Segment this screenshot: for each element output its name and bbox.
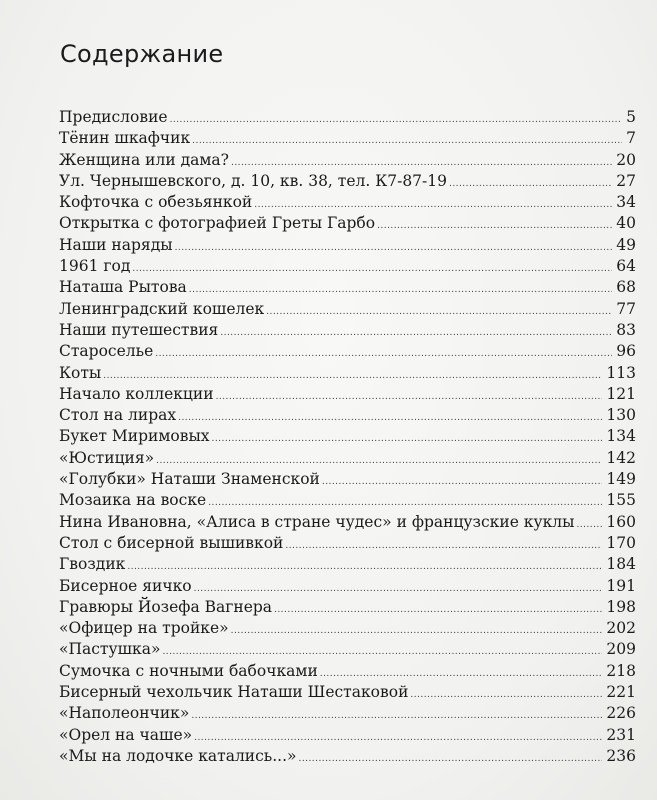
toc-dot-leader — [576, 512, 602, 533]
page-title: Содержание — [60, 40, 224, 68]
toc-entry-page-number: 96 — [616, 342, 636, 361]
toc-dot-leader — [170, 107, 623, 128]
toc-dot-leader — [155, 341, 612, 362]
toc-entry-title: Предисловие — [59, 108, 168, 126]
toc-entry — [59, 426, 636, 447]
toc-entry — [59, 682, 636, 703]
toc-entry — [59, 150, 636, 171]
toc-entry — [59, 320, 636, 341]
toc-dot-leader — [299, 746, 603, 767]
toc-dot-leader — [410, 682, 602, 703]
toc-entry-title: Бисерный чехольчик Наташи Шестаковой — [59, 683, 409, 702]
toc-entry-title: Гвоздик — [59, 555, 126, 574]
toc-entry — [59, 618, 636, 639]
toc-entry — [59, 235, 636, 256]
toc-dot-leader — [178, 405, 602, 426]
toc-dot-leader — [103, 363, 602, 384]
table-of-contents — [59, 107, 636, 767]
toc-entry-title: Староселье — [59, 342, 154, 361]
toc-entry — [59, 299, 636, 320]
toc-entry-page-number: 121 — [606, 384, 636, 403]
toc-entry-title: Наташа Рытова — [59, 278, 187, 297]
toc-entry-page-number: 27 — [616, 171, 636, 190]
toc-entry-title: Ул. Чернышевского, д. 10, кв. 38, тел. К7-87-19 — [59, 171, 448, 190]
toc-entry-title: Кофточка с обезьянкой — [59, 193, 253, 212]
toc-entry — [59, 192, 636, 213]
toc-entry-title: «Голубки» Наташи Знаменской — [59, 470, 320, 489]
toc-entry-title: Мозаика на воске — [59, 491, 207, 510]
toc-dot-leader — [156, 448, 602, 469]
toc-entry-page-number: 83 — [616, 320, 636, 339]
toc-dot-leader — [208, 490, 602, 511]
toc-entry — [59, 128, 636, 149]
toc-entry — [59, 171, 636, 192]
toc-entry-title: Коты — [59, 363, 102, 382]
toc-entry — [59, 363, 636, 384]
toc-dot-leader — [132, 256, 612, 277]
toc-dot-leader — [216, 384, 603, 405]
toc-entry-title: «Офицер на тройке» — [59, 619, 229, 638]
toc-dot-leader — [212, 426, 603, 447]
toc-entry-title: «Пастушка» — [59, 640, 161, 659]
toc-entry-title: Наши наряды — [59, 235, 173, 254]
toc-entry-page-number: 226 — [606, 704, 636, 723]
toc-entry — [59, 405, 636, 426]
toc-entry — [59, 639, 636, 660]
toc-entry — [59, 725, 636, 746]
toc-entry — [59, 107, 636, 128]
toc-entry-page-number: 231 — [606, 725, 636, 744]
toc-entry-title: «Орел на чаше» — [59, 725, 193, 744]
toc-entry-title: Сумочка с ночными бабочками — [59, 661, 318, 680]
toc-dot-leader — [266, 299, 612, 320]
toc-entry-title: Бисерное яичко — [59, 576, 192, 595]
toc-dot-leader — [254, 192, 612, 213]
toc-dot-leader — [189, 277, 612, 298]
toc-entry — [59, 533, 636, 554]
toc-entry-page-number: 191 — [606, 576, 636, 595]
toc-entry — [59, 384, 636, 405]
toc-entry-page-number: 20 — [616, 150, 636, 169]
toc-entry-page-number: 209 — [606, 640, 636, 659]
toc-entry — [59, 597, 636, 618]
toc-entry — [59, 277, 636, 298]
toc-entry-title: Нина Ивановна, «Алиса в стране чудес» и французские куклы — [59, 512, 575, 531]
toc-entry-page-number: 7 — [626, 129, 636, 148]
toc-entry-page-number: 198 — [606, 597, 636, 616]
toc-entry-page-number: 49 — [616, 235, 636, 254]
toc-dot-leader — [162, 639, 602, 660]
toc-dot-leader — [220, 320, 612, 341]
toc-dot-leader — [127, 554, 602, 575]
toc-entry-title: «Наполеончик» — [59, 704, 190, 723]
toc-dot-leader — [377, 213, 612, 234]
toc-entry-title: «Юстиция» — [59, 448, 155, 467]
toc-entry-title: Тёнин шкафчик — [59, 129, 191, 148]
toc-entry-title: Стол с бисерной вышивкой — [59, 533, 284, 552]
toc-entry-page-number: 64 — [616, 257, 636, 276]
toc-dot-leader — [194, 576, 603, 597]
toc-entry-title: Стол на лирах — [59, 406, 177, 425]
toc-entry-page-number: 68 — [616, 278, 636, 297]
toc-entry-page-number: 218 — [606, 661, 636, 680]
toc-entry-page-number: 142 — [606, 448, 636, 467]
toc-entry-page-number: 155 — [606, 491, 636, 510]
toc-entry-page-number: 34 — [616, 193, 636, 212]
toc-entry-page-number: 130 — [606, 406, 636, 425]
toc-dot-leader — [191, 703, 602, 724]
toc-dot-leader — [274, 597, 602, 618]
toc-entry-page-number: 77 — [616, 299, 636, 318]
toc-entry — [59, 341, 636, 362]
toc-entry — [59, 256, 636, 277]
toc-dot-leader — [285, 533, 602, 554]
toc-entry — [59, 661, 636, 682]
toc-entry — [59, 448, 636, 469]
toc-entry-page-number: 221 — [606, 683, 636, 702]
toc-dot-leader — [194, 725, 602, 746]
toc-entry-page-number: 113 — [606, 363, 636, 382]
toc-entry-title: Начало коллекции — [59, 384, 214, 403]
toc-dot-leader — [192, 128, 622, 149]
toc-entry — [59, 469, 636, 490]
toc-entry — [59, 490, 636, 511]
toc-dot-leader — [231, 150, 612, 171]
toc-entry — [59, 213, 636, 234]
toc-entry-page-number: 40 — [616, 214, 636, 233]
toc-entry — [59, 746, 636, 767]
toc-entry-title: Открытка с фотографией Греты Гарбо — [59, 214, 376, 233]
toc-entry-title: «Мы на лодочке катались...» — [59, 746, 297, 765]
toc-entry-page-number: 202 — [606, 619, 636, 638]
toc-entry-page-number: 149 — [606, 470, 636, 489]
toc-entry-page-number: 184 — [606, 555, 636, 574]
toc-entry — [59, 554, 636, 575]
toc-entry — [59, 703, 636, 724]
toc-dot-leader — [322, 469, 603, 490]
toc-entry-page-number: 170 — [606, 533, 636, 552]
toc-entry-page-number: 5 — [626, 108, 636, 126]
toc-dot-leader — [175, 235, 613, 256]
toc-entry-title: Букет Миримовых — [59, 427, 210, 446]
toc-entry-title: Наши путешествия — [59, 320, 219, 339]
toc-entry-title: Ленинградский кошелек — [59, 299, 265, 318]
toc-entry-title: Гравюры Йозефа Вагнера — [59, 597, 273, 616]
toc-entry-page-number: 134 — [606, 427, 636, 446]
toc-entry-page-number: 160 — [606, 512, 636, 531]
toc-entry-page-number: 236 — [606, 746, 636, 765]
toc-dot-leader — [231, 618, 603, 639]
toc-entry — [59, 576, 636, 597]
toc-entry — [59, 512, 636, 533]
toc-dot-leader — [449, 171, 612, 192]
toc-entry-title: Женщина или дама? — [59, 150, 229, 169]
toc-dot-leader — [320, 661, 603, 682]
toc-entry-title: 1961 год — [59, 257, 131, 276]
